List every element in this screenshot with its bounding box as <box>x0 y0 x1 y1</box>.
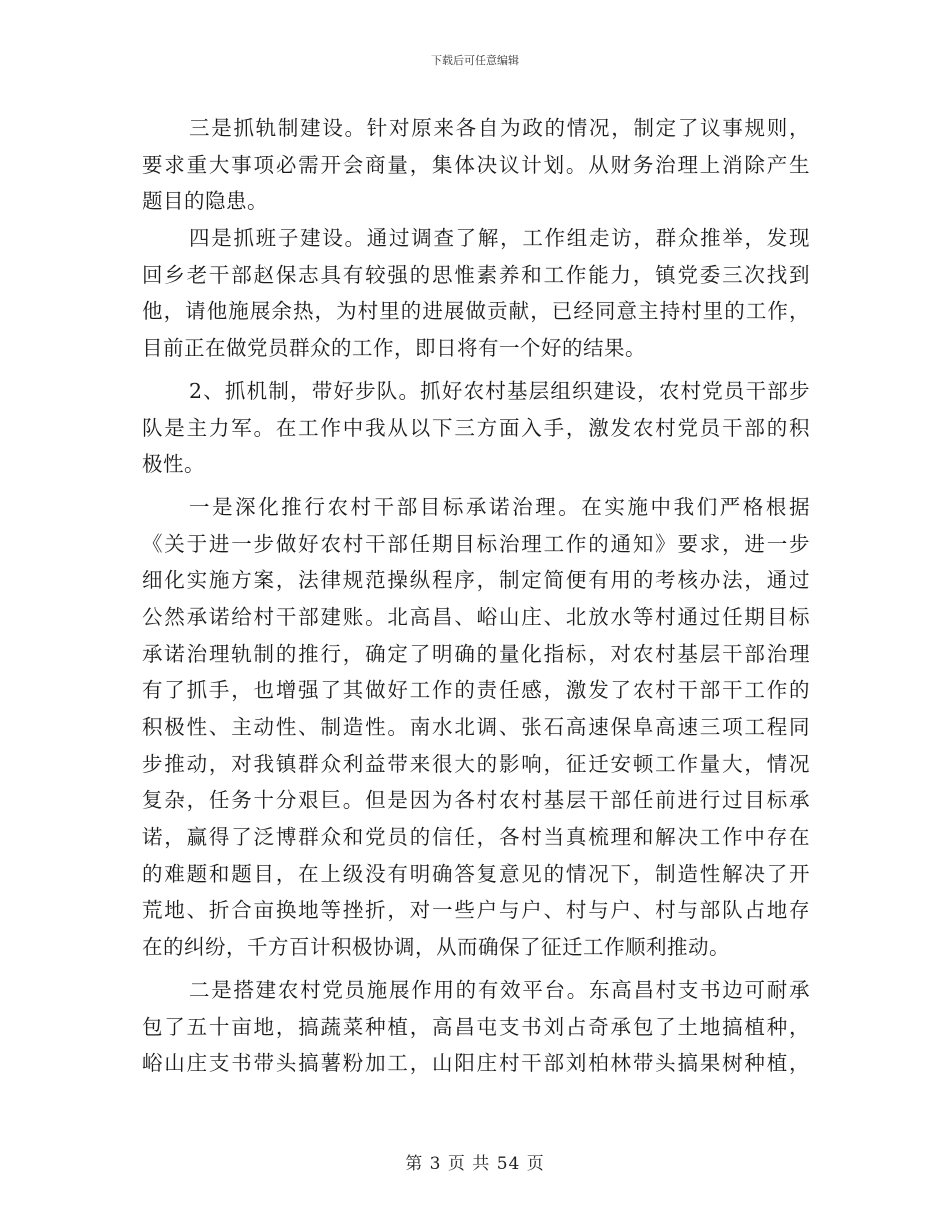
text-line: 一是深化推行农村干部目标承诺治理。在实施中我们严格根据 <box>189 494 810 519</box>
text-line: 他，请他施展余热，为村里的进展做贡献，已经同意主持村里的工作， <box>142 299 810 324</box>
paragraph-3 <box>142 373 810 483</box>
page-number-footer: 第 3 页 共 54 页 <box>405 1154 545 1174</box>
text-line: 三是抓轨制建设。针对原来各自为政的情况，制定了议事规则， <box>189 116 810 140</box>
text-line: 《关于进一步做好农村干部任期目标治理工作的通知》要求，进一步 <box>142 531 810 556</box>
text-line: 承诺治理轨制的推行，确定了明确的量化指标，对农村基层干部治理 <box>142 641 810 666</box>
text-line: 的难题和题目，在上级没有明确答复意见的情况下，制造性解决了开 <box>142 861 810 886</box>
text-line: 公然承诺给村干部建账。北高昌、峪山庄、北放水等村通过任期目标 <box>142 604 810 629</box>
text-line: 极性。 <box>142 452 205 477</box>
text-line: 荒地、折合亩换地等挫折，对一些户与户、村与户、村与部队占地存 <box>142 898 810 923</box>
text-line: 包了五十亩地，搞蔬菜种植，高昌屯支书刘占奇承包了土地搞植种， <box>142 1014 810 1039</box>
text-line: 有了抓手，也增强了其做好工作的责任感，激发了农村干部干工作的 <box>142 678 810 703</box>
text-line: 回乡老干部赵保志具有较强的思惟素养和工作能力，镇党委三次找到 <box>142 262 810 287</box>
text-line: 复杂，任务十分艰巨。但是因为各村农村基层干部任前进行过目标承 <box>142 788 810 813</box>
text-line: 四是抓班子建设。通过调查了解，工作组走访，群众推举，发现 <box>189 226 810 251</box>
text-line: 要求重大事项必需开会商量，集体决议计划。从财务治理上消除产生 <box>142 152 810 177</box>
text-line: 队是主力军。在工作中我从以下三方面入手，激发农村党员干部的积 <box>142 415 810 440</box>
text-line: 二是搭建农村党员施展作用的有效平台。东高昌村支书边可耐承 <box>189 977 810 1002</box>
text-line: 积极性、主动性、制造性。南水北调、张石高速保阜高速三项工程同 <box>142 715 810 739</box>
paragraph-1 <box>142 110 810 220</box>
paragraph-2 <box>142 220 810 367</box>
text-line: 诺，赢得了泛博群众和党员的信任，各村当真梳理和解决工作中存在 <box>142 825 810 850</box>
paragraph-5 <box>142 972 810 1082</box>
document-body <box>142 110 810 1082</box>
text-line: 目前正在做党员群众的工作，即日将有一个好的结果。 <box>142 336 646 361</box>
paragraph-4 <box>142 489 810 966</box>
text-line: 在的纠纷，千方百计积极协调，从而确保了征迁工作顺利推动。 <box>142 935 730 960</box>
text-line: 细化实施方案，法律规范操纵程序，制定简便有用的考核办法，通过 <box>142 568 810 593</box>
text-line: 步推动，对我镇群众利益带来很大的影响，征迁安顿工作量大，情况 <box>142 751 810 776</box>
text-line: 峪山庄支书带头搞薯粉加工，山阳庄村干部刘柏林带头搞果树种植， <box>142 1051 810 1076</box>
text-line: 2、抓机制，带好步队。抓好农村基层组织建设，农村党员干部步 <box>189 378 810 403</box>
text-line: 题目的隐患。 <box>142 189 268 214</box>
page-header: 下载后可任意编辑 <box>431 54 519 67</box>
